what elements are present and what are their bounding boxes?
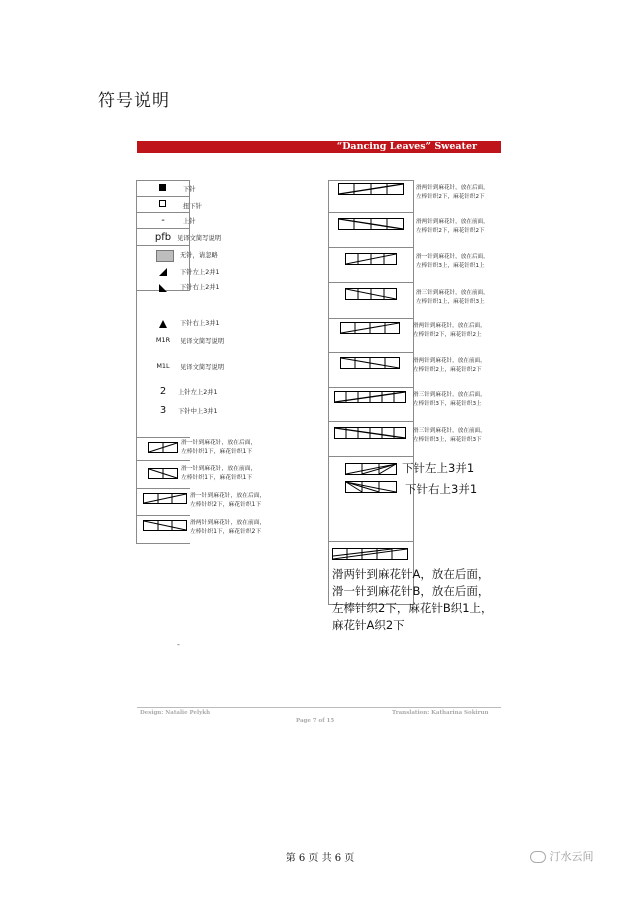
cable-label: 滑两针到麻花针，放在前面， 左棒针织1下，麻花针织2下	[190, 520, 266, 535]
cable-2-1-right-icon	[143, 493, 187, 504]
cable-label: 滑两针到麻花针，放在前面， 左棒针织2下，麻花针织2下	[416, 219, 489, 234]
cable-2-1-2-label: 滑两针到麻花针A，放在后面， 滑一针到麻花针B，放在后面， 左棒针织2下，麻花针B织1上， 麻花针A织2下	[332, 567, 493, 632]
page-title: 符号说明	[98, 91, 170, 111]
watermark: 汀水云间	[530, 848, 594, 864]
cable-label: 滑两针到麻花针，放在后面， 左棒针织2下，麻花针织2上	[413, 323, 486, 338]
legend-label: 见译文简写说明	[177, 235, 222, 242]
ssk-triangle-icon	[158, 283, 168, 293]
cable-2-2-right-icon	[338, 183, 404, 195]
twisted-knit-square-icon	[159, 200, 166, 207]
cable-1-1-left-icon	[148, 468, 178, 479]
m1r-symbol: M1R	[155, 336, 171, 344]
k2tog-triangle-icon	[158, 267, 168, 277]
cable-label: 滑三针到麻花针，放在前面， 左棒针织1上，麻花针织3上	[416, 290, 489, 305]
cable-label: 滑两针到麻花针，放在前面， 左棒针织2上，麻花针织2下	[413, 358, 486, 373]
cable-label: 滑一针到麻花针，放在后面， 左棒针织1下，麻花针织1下	[181, 440, 257, 455]
legend-label: 下针中上3并1	[178, 408, 218, 415]
cable-2-2-purl-left-icon	[340, 357, 400, 369]
k3tog-left-icon	[345, 463, 397, 475]
legend-label: 下针右上2并1	[180, 284, 220, 291]
legend-label: 扭下针	[183, 203, 202, 210]
legend-label: 下针右上3并1	[180, 320, 220, 327]
stray-mark: -	[177, 640, 180, 649]
cable-label: 滑一针到麻花针，放在后面， 左棒针织3上，麻花针织1上	[416, 254, 489, 269]
cable-2-2-purl-right-icon	[340, 322, 400, 334]
legend-label: 上针	[183, 218, 196, 225]
k3tog-label: 下针左上3并1	[402, 461, 475, 475]
sk2p-triangle-icon	[158, 319, 168, 329]
pfb-symbol: pfb	[154, 232, 172, 243]
cable-label: 滑三针到麻花针，放在前面， 左棒针织3上，麻花针织3下	[413, 428, 486, 443]
footer-design: Design: Natalie Pelykh	[140, 710, 211, 716]
cable-1-3-purl-right-icon	[345, 253, 397, 265]
m1l-symbol: M1L	[156, 362, 170, 370]
cable-3-3-left-icon	[334, 427, 406, 439]
legend-label: 见译文简写说明	[180, 364, 225, 371]
cable-label: 滑两针到麻花针，放在后面， 左棒针织2下，麻花针织2下	[416, 185, 489, 200]
cable-3-1-purl-left-icon	[345, 288, 397, 300]
cable-1-2-left-icon	[143, 520, 187, 531]
knit-square-icon	[159, 184, 166, 191]
footer-page-number: Page 7 of 15	[296, 718, 335, 724]
footer-rule	[137, 707, 501, 708]
chat-bubble-icon	[530, 851, 546, 863]
legend-label: 上针左上2并1	[178, 389, 218, 396]
cable-1-1-right-icon	[148, 442, 178, 453]
cable-3-3-right-icon	[334, 391, 406, 403]
cable-label: 滑三针到麻花针，放在后面， 左棒针织3下，麻花针织3上	[413, 392, 486, 407]
no-stitch-gray-icon	[156, 250, 174, 262]
cable-2-2-left-icon	[338, 218, 404, 230]
legend-label: 下针	[183, 186, 196, 193]
banner-title: “Dancing Leaves” Sweater	[336, 141, 477, 152]
p2tog-symbol: 2	[159, 386, 167, 397]
legend-label: 见译文简写说明	[180, 338, 225, 345]
legend-label: 无针，请忽略	[180, 252, 218, 259]
purl-symbol: -	[161, 215, 165, 226]
cdd-symbol: 3	[159, 405, 167, 416]
pattern-banner	[137, 141, 501, 153]
sk3p-right-icon	[345, 481, 397, 493]
cable-2-1-2-icon	[332, 548, 408, 560]
footer-translation: Translation: Katharina Sokirun	[392, 710, 489, 716]
sk3p-label: 下针右上3并1	[405, 482, 478, 496]
cable-label: 滑一针到麻花针，放在前面， 左棒针织1下，麻花针织1下	[181, 466, 257, 481]
legend-label: 下针左上2并1	[180, 269, 220, 276]
document-page-number: 第 6 页 共 6 页	[285, 853, 355, 864]
cable-label: 滑一针到麻花针，放在后面， 左棒针织2下，麻花针织1下	[190, 493, 266, 508]
